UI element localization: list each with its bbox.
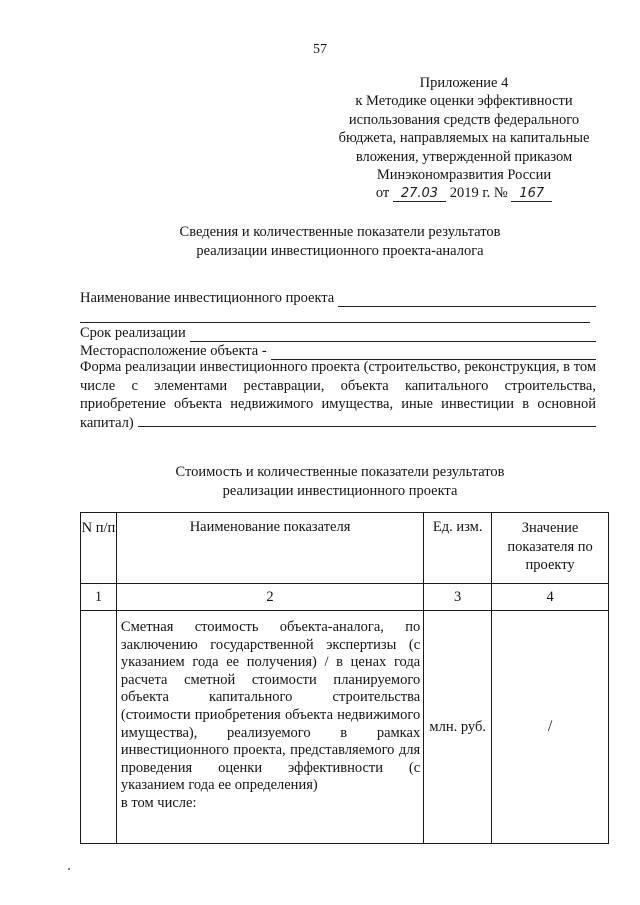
project-name-blank-continued: [80, 322, 590, 323]
table-index-row: [81, 584, 609, 611]
appendix-header: [318, 74, 610, 203]
indicators-table: [80, 512, 609, 844]
form-label: Форма реализации инвестиционного проекта (строительство, реконструкция, в том числе с элементами реставрации, объекта капитального строительства, приобретение объекта недвижимого имущества, иные инвестиции в основной капитал): [80, 359, 596, 431]
project-name-blank: [338, 292, 596, 307]
table-title: [60, 463, 620, 500]
header-unit: Ед. изм.: [424, 513, 492, 584]
index-cell: 2: [116, 584, 423, 611]
term-field: [80, 324, 596, 342]
appendix-line: бюджета, направляемых на капитальные: [338, 130, 590, 147]
table-title-line: Стоимость и количественные показатели результатов: [175, 464, 505, 480]
order-prefix: от: [375, 185, 390, 202]
section-title-line: реализации инвестиционного проекта-аналога: [196, 242, 484, 259]
row-name: [116, 611, 423, 844]
section-title-line: Сведения и количественные показатели результатов: [179, 224, 501, 240]
order-number-handwritten: 167: [511, 186, 552, 202]
page-number: 57: [313, 42, 327, 57]
appendix-line: использования средств федерального: [348, 111, 580, 128]
order-date-handwritten: 27.03: [393, 186, 446, 202]
header-name: Наименование показателя: [116, 513, 423, 584]
section-title: [60, 223, 620, 260]
form-field: [80, 358, 596, 432]
term-blank: [190, 327, 596, 342]
header-num: N п/п: [81, 513, 117, 584]
appendix-title: Приложение 4: [419, 75, 509, 91]
row-name-text: Сметная стоимость объекта-аналога, по заключению государственной экспертизы (с указанием года ее получения) / в ценах года расчета сметной стоимости планируемого объекта капитального строительства (стоимости приобретения объекта недвижимого имущества), реализуемого в рамках инвестиционного проекта, представляемого для проведения оценки эффективности (с указанием года ее определения): [120, 619, 421, 794]
table-title-line: реализации инвестиционного проекта: [222, 482, 458, 499]
index-cell: 4: [492, 584, 609, 611]
index-cell: 1: [81, 584, 117, 611]
row-name-tail: в том числе:: [120, 794, 197, 811]
row-num: [81, 611, 117, 844]
term-label: Срок реализации: [80, 325, 186, 341]
header-value: Значение показателя по проекту: [492, 513, 609, 584]
table-header-row: [81, 513, 609, 584]
location-label: Месторасположение объекта -: [80, 343, 267, 359]
index-cell: 3: [424, 584, 492, 611]
table-row: [81, 611, 609, 844]
project-name-field: [80, 289, 596, 307]
appendix-line: к Методике оценки эффективности: [355, 93, 573, 110]
order-line: [318, 184, 610, 202]
order-year: 2019 г. №: [449, 185, 508, 202]
scan-speck: [68, 868, 70, 870]
row-value: /: [492, 611, 609, 844]
project-name-label: Наименование инвестиционного проекта: [80, 290, 335, 306]
row-unit: млн. руб.: [424, 611, 492, 844]
appendix-line: вложения, утвержденной приказом: [355, 148, 573, 165]
appendix-line: Минэкономразвития России: [376, 167, 552, 184]
form-blank: [138, 414, 596, 427]
